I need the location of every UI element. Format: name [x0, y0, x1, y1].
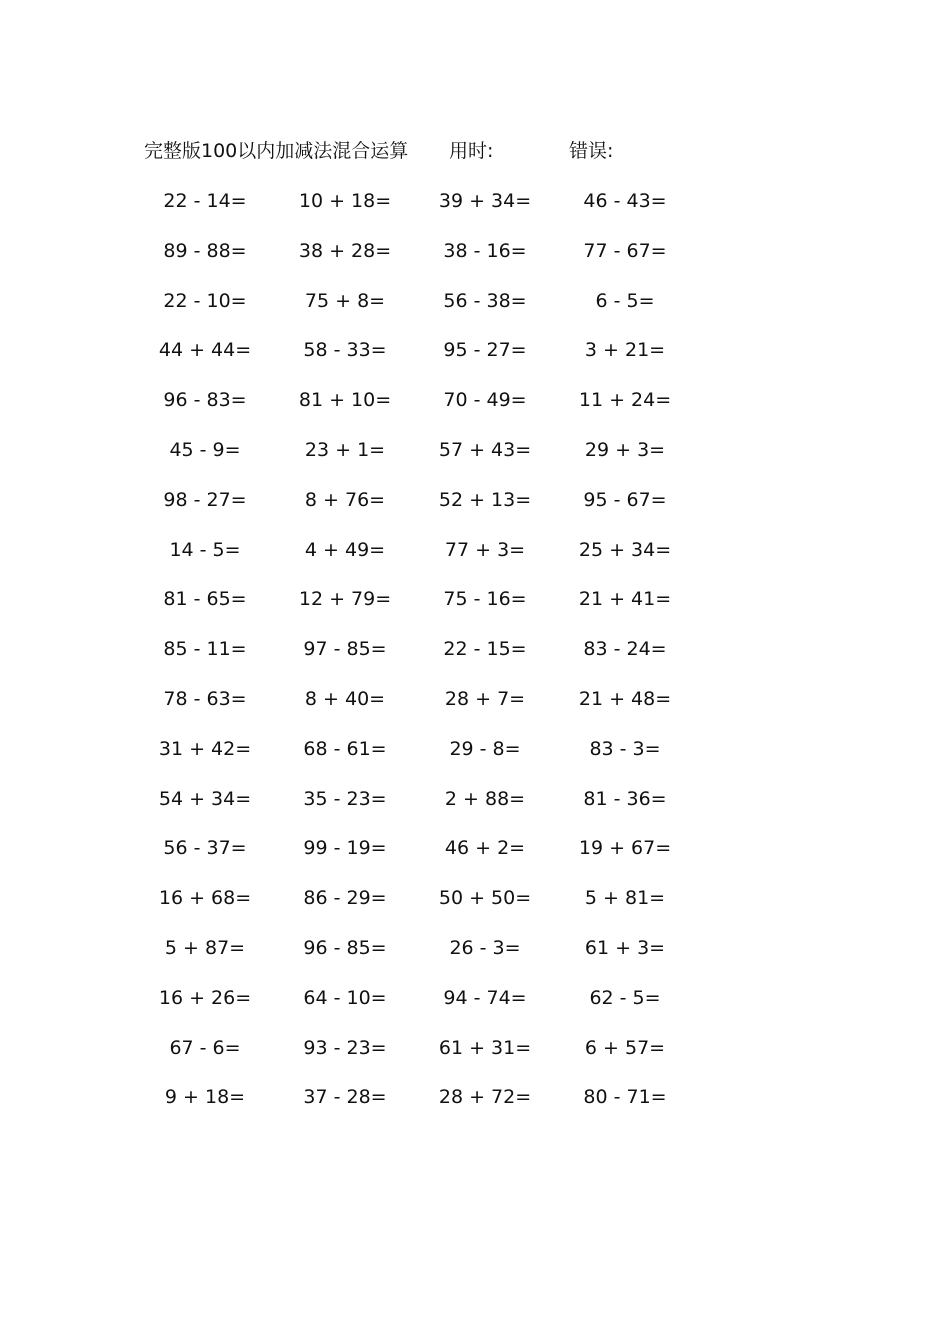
problem-row	[140, 286, 740, 336]
math-problem: 10 + 18=	[298, 190, 392, 212]
math-problem: 56 - 38=	[443, 289, 527, 312]
math-problem: 86 - 29=	[303, 887, 387, 910]
math-problem: 52 + 13=	[438, 488, 532, 511]
problem-row	[140, 236, 740, 286]
math-problem: 80 - 71=	[583, 1086, 667, 1109]
problem-row	[140, 335, 740, 385]
math-problem: 62 - 5=	[589, 986, 661, 1009]
math-problem: 26 - 3=	[449, 936, 521, 959]
math-problem: 28 + 7=	[444, 687, 526, 710]
math-problem: 99 - 19=	[303, 837, 387, 860]
math-problem: 16 + 26=	[158, 986, 252, 1009]
math-problem: 94 - 74=	[443, 986, 527, 1009]
problem-row	[140, 883, 740, 933]
math-problem: 44 + 44=	[158, 339, 252, 362]
math-problem: 64 - 10=	[303, 986, 387, 1009]
time-used-label: 用时:	[449, 140, 494, 162]
math-problem: 50 + 50=	[438, 887, 532, 910]
problem-row	[140, 933, 740, 983]
math-problem: 9 + 18=	[164, 1086, 246, 1109]
problem-grid	[140, 186, 740, 1132]
math-problem: 4 + 49=	[304, 538, 386, 561]
problem-row	[140, 983, 740, 1033]
math-problem: 8 + 76=	[304, 488, 386, 511]
math-problem: 98 - 27=	[163, 488, 247, 511]
math-problem: 8 + 40=	[304, 687, 386, 710]
math-problem: 56 - 37=	[163, 837, 247, 860]
math-problem: 19 + 67=	[578, 837, 672, 860]
math-problem: 77 - 67=	[583, 239, 667, 262]
math-problem: 77 + 3=	[444, 538, 526, 561]
math-problem: 28 + 72=	[438, 1086, 532, 1109]
problem-row	[140, 485, 740, 535]
problem-row	[140, 186, 740, 236]
problem-row	[140, 1082, 740, 1132]
math-problem: 85 - 11=	[163, 638, 247, 661]
math-problem: 22 - 14=	[163, 190, 247, 212]
problem-row	[140, 1033, 740, 1083]
math-problem: 97 - 85=	[303, 638, 387, 661]
math-problem: 21 + 41=	[578, 588, 672, 611]
math-problem: 96 - 83=	[163, 389, 247, 412]
math-problem: 3 + 21=	[584, 339, 666, 362]
worksheet-title: 完整版100以内加减法混合运算	[144, 140, 409, 162]
math-problem: 39 + 34=	[438, 190, 532, 212]
math-problem: 61 + 31=	[438, 1036, 532, 1059]
math-problem: 5 + 87=	[164, 936, 246, 959]
math-problem: 6 + 57=	[584, 1036, 666, 1059]
math-problem: 58 - 33=	[303, 339, 387, 362]
problem-row	[140, 385, 740, 435]
math-problem: 25 + 34=	[578, 538, 672, 561]
math-problem: 68 - 61=	[303, 737, 387, 760]
problem-row	[140, 784, 740, 834]
problem-row	[140, 435, 740, 485]
math-problem: 75 + 8=	[304, 289, 386, 312]
math-problem: 37 - 28=	[303, 1086, 387, 1109]
problem-row	[140, 684, 740, 734]
math-problem: 70 - 49=	[443, 389, 527, 412]
math-problem: 22 - 10=	[163, 289, 247, 312]
math-problem: 95 - 67=	[583, 488, 667, 511]
math-problem: 2 + 88=	[444, 787, 526, 810]
math-problem: 23 + 1=	[304, 438, 386, 461]
math-problem: 22 - 15=	[443, 638, 527, 661]
worksheet-header	[144, 136, 764, 166]
math-problem: 29 - 8=	[449, 737, 521, 760]
math-problem: 35 - 23=	[303, 787, 387, 810]
math-problem: 95 - 27=	[443, 339, 527, 362]
math-problem: 38 + 28=	[298, 239, 392, 262]
math-problem: 6 - 5=	[595, 289, 655, 312]
problem-row	[140, 734, 740, 784]
problem-row	[140, 634, 740, 684]
math-problem: 21 + 48=	[578, 687, 672, 710]
errors-label: 错误:	[569, 140, 614, 162]
math-problem: 11 + 24=	[578, 389, 672, 412]
math-problem: 38 - 16=	[443, 239, 527, 262]
math-problem: 29 + 3=	[584, 438, 666, 461]
math-problem: 5 + 81=	[584, 887, 666, 910]
math-problem: 96 - 85=	[303, 936, 387, 959]
math-problem: 93 - 23=	[303, 1036, 387, 1059]
math-problem: 46 + 2=	[444, 837, 526, 860]
math-problem: 45 - 9=	[169, 438, 241, 461]
math-problem: 46 - 43=	[583, 190, 667, 212]
math-problem: 61 + 3=	[584, 936, 666, 959]
problem-row	[140, 833, 740, 883]
math-problem: 67 - 6=	[169, 1036, 241, 1059]
math-problem: 75 - 16=	[443, 588, 527, 611]
math-problem: 78 - 63=	[163, 687, 247, 710]
math-problem: 81 - 36=	[583, 787, 667, 810]
math-problem: 81 - 65=	[163, 588, 247, 611]
math-problem: 83 - 3=	[589, 737, 661, 760]
math-problem: 12 + 79=	[298, 588, 392, 611]
math-problem: 16 + 68=	[158, 887, 252, 910]
math-problem: 89 - 88=	[163, 239, 247, 262]
math-problem: 57 + 43=	[438, 438, 532, 461]
math-problem: 81 + 10=	[298, 389, 392, 412]
math-problem: 31 + 42=	[158, 737, 252, 760]
math-problem: 14 - 5=	[169, 538, 241, 561]
math-problem: 54 + 34=	[158, 787, 252, 810]
problem-row	[140, 584, 740, 634]
math-problem: 83 - 24=	[583, 638, 667, 661]
problem-row	[140, 535, 740, 585]
